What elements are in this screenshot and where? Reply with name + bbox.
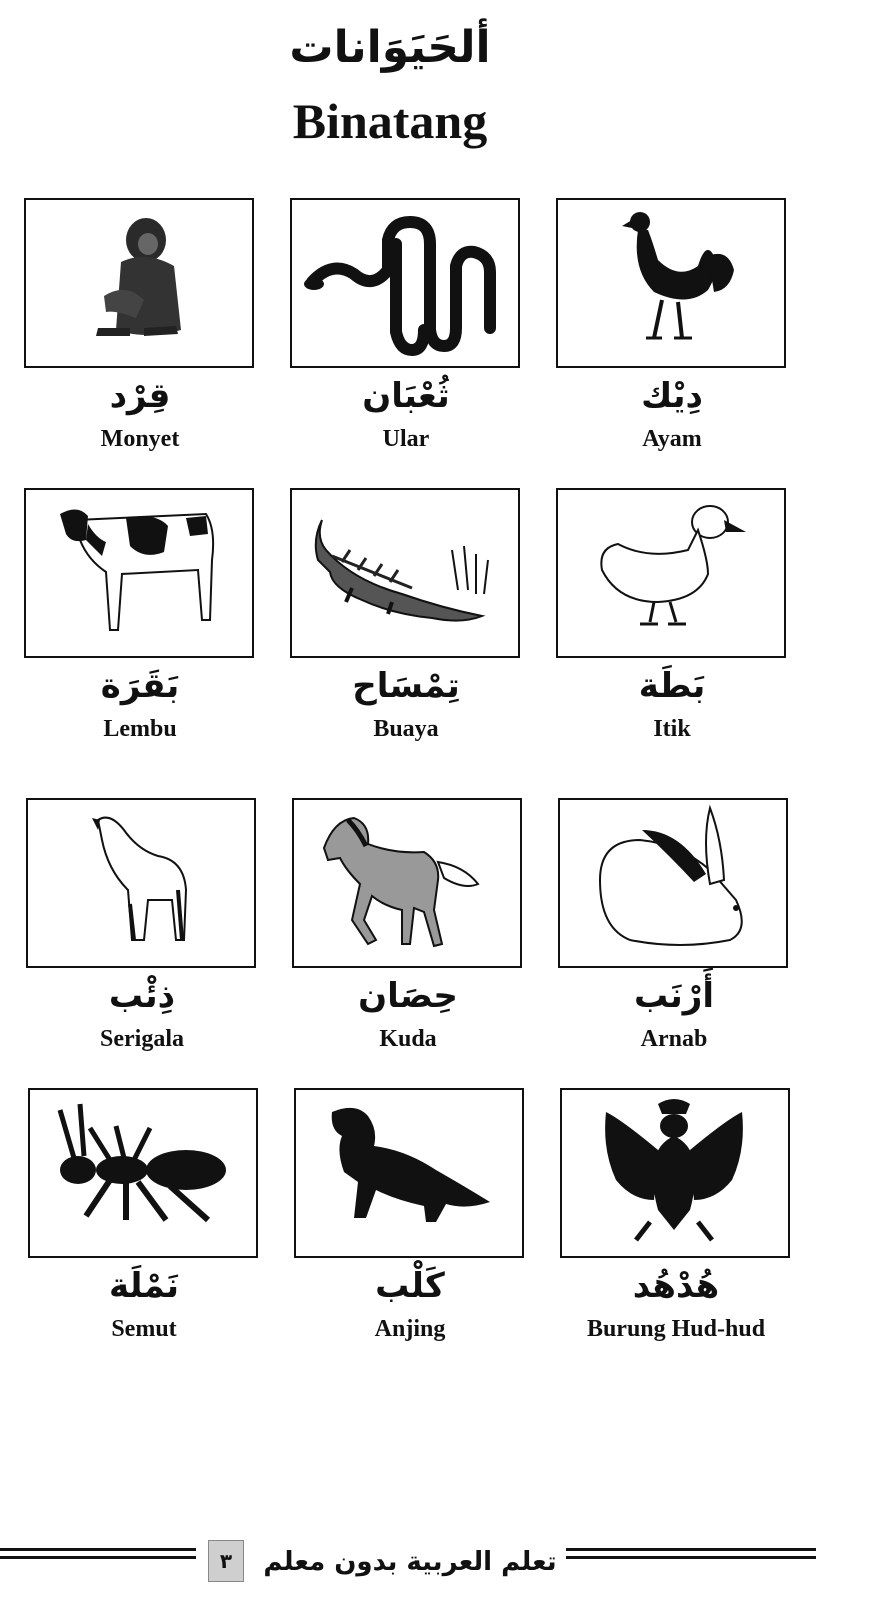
page-number: ٣ [208, 1540, 244, 1582]
animal-name-latin: Semut [111, 1316, 177, 1342]
animal-name-arabic: قِرْد [109, 376, 171, 416]
animal-picture-frame [558, 798, 788, 968]
book-series-title: تعلم العربية بدون معلم [263, 1547, 557, 1577]
animal-name-arabic: أَرْنَب [634, 976, 714, 1016]
animal-name-arabic: بَطَة [638, 666, 706, 706]
animal-name-latin: Arnab [640, 1026, 708, 1052]
footer-rule-right-top [566, 1548, 816, 1551]
animal-name-latin: Serigala [100, 1026, 184, 1052]
animal-name-latin: Burung Hud-hud [586, 1316, 766, 1342]
animal-name-latin: Monyet [100, 426, 180, 452]
animal-name-latin: Itik [653, 716, 691, 742]
animal-picture-frame [26, 798, 256, 968]
crocodile-icon [292, 490, 518, 656]
footer-rule-left-bottom [0, 1556, 196, 1559]
hoopoe-icon [562, 1090, 788, 1256]
animal-picture-frame [294, 1088, 524, 1258]
animal-name-arabic: تِمْسَاح [352, 666, 460, 706]
footer-rule-left-top [0, 1548, 196, 1551]
animal-name-arabic: دِيْك [641, 376, 703, 416]
animal-name-arabic: كَلْب [375, 1266, 445, 1306]
cow-icon [26, 490, 252, 656]
animal-picture-frame [24, 488, 254, 658]
rabbit-icon [560, 800, 786, 966]
dog-icon [296, 1090, 522, 1256]
animal-picture-frame [290, 488, 520, 658]
snake-icon [292, 200, 518, 366]
animal-picture-frame [556, 488, 786, 658]
animal-picture-frame [292, 798, 522, 968]
animal-picture-frame [290, 198, 520, 368]
footer-rule-right-bottom [566, 1556, 816, 1559]
animal-picture-frame [560, 1088, 790, 1258]
animal-name-latin: Buaya [373, 716, 439, 742]
page-title-latin: Binatang [292, 93, 488, 149]
animal-picture-frame [556, 198, 786, 368]
ant-icon [30, 1090, 256, 1256]
animal-name-latin: Kuda [379, 1026, 437, 1052]
monkey-icon [26, 200, 252, 366]
animal-name-arabic: نَمْلَة [108, 1266, 180, 1306]
animal-picture-frame [28, 1088, 258, 1258]
duck-icon [558, 490, 784, 656]
page-title-arabic: ألحَيَوَانات [289, 22, 491, 73]
animal-name-arabic: هُدْهُد [632, 1266, 720, 1306]
animal-name-arabic: ثُعْبَان [362, 376, 450, 416]
animal-name-latin: Ayam [642, 426, 702, 452]
rooster-icon [558, 200, 784, 366]
animal-name-arabic: ذِئْب [108, 976, 176, 1016]
animal-name-latin: Lembu [103, 716, 177, 742]
animal-name-arabic: بَقَرَة [100, 666, 180, 706]
animal-name-latin: Anjing [374, 1316, 446, 1342]
wolf-icon [28, 800, 254, 966]
animal-picture-frame [24, 198, 254, 368]
animal-name-arabic: حِصَان [358, 976, 458, 1016]
horse-icon [294, 800, 520, 966]
animal-name-latin: Ular [382, 426, 430, 452]
